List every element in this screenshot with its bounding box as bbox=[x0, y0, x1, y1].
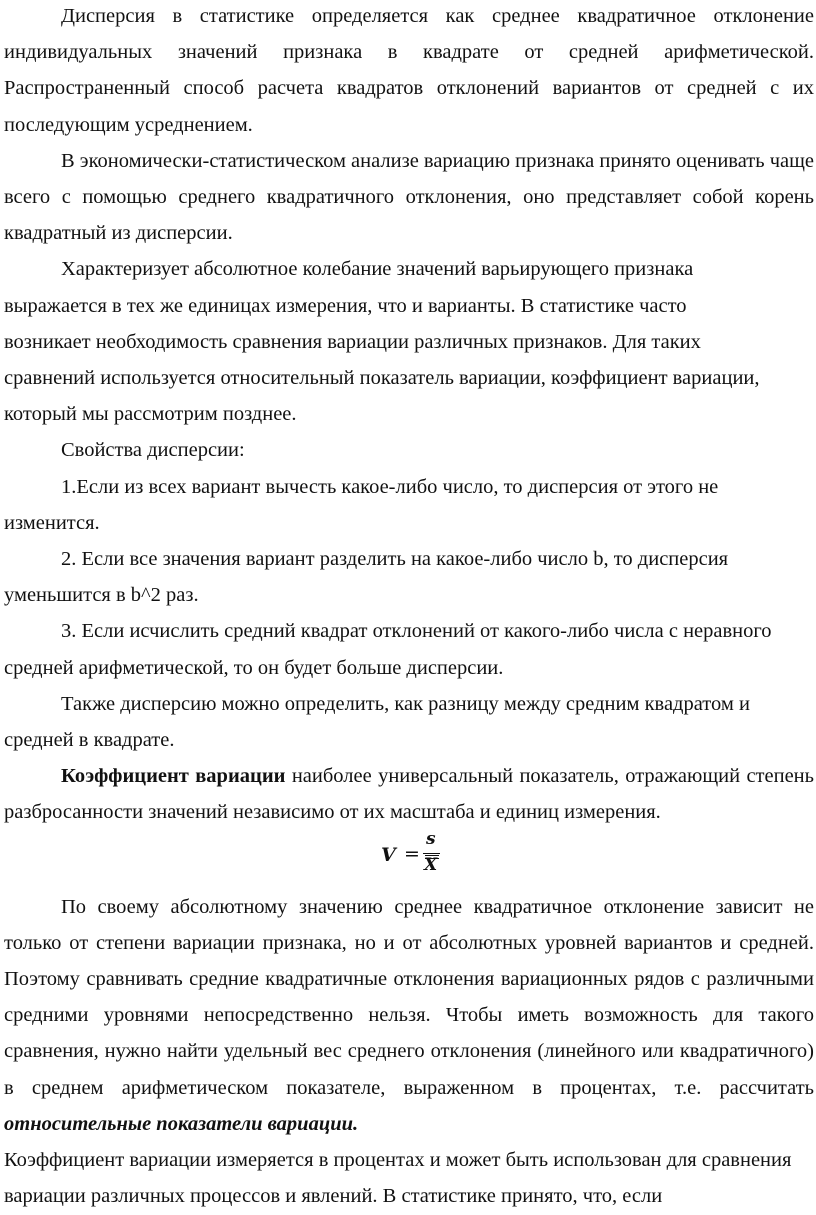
paragraph-dispersion-definition: Дисперсия в статистике определяется как среднее квадратичное отклонение индивидуальных значений признака в квадрате от средней арифметической. Распространенный способ расчета квадратов отклонений вариантов от средней с их последующим усреднением. bbox=[4, 5, 814, 136]
formula-lhs: V bbox=[381, 843, 396, 866]
formula-denominator: X bbox=[424, 854, 438, 875]
list-item-property-3: 3. Если исчислить средний квадрат отклонений от какого-либо числа с неравного средней арифметической, то он будет больше дисперсии. bbox=[4, 620, 772, 679]
list-item-property-2: 2. Если все значения вариант разделить на какое-либо число b, то дисперсия уменьшится в b^2 раз. bbox=[4, 548, 729, 607]
formula-equals: = bbox=[404, 842, 420, 865]
paragraph-alternative-definition: Также дисперсию можно определить, как разницу между средним квадратом и средней в квадрате. bbox=[4, 692, 750, 752]
paragraph-std-deviation: В экономически-статистическом анализе вариацию признака принято оценивать чаще всего с помощью среднего квадратичного отклонения, оно представляет собой корень квадратный из дисперсии. bbox=[4, 149, 814, 245]
term-coefficient-of-variation: Коэффициент вариации bbox=[61, 765, 286, 788]
paragraph-relative-indicators bbox=[4, 889, 814, 1142]
formula-coefficient-of-variation bbox=[4, 828, 814, 889]
paragraph-absolute-variation: Характеризует абсолютное колебание значений варьирующего признака выражается в тех же единицах измерения, что и варианты. В статистике часто возникает необходимость сравнения вариации различных признаков. Для таких сравнений используется относительный показатель вариации, коэффициент вариации, который мы рассмотрим позднее. bbox=[4, 258, 760, 426]
paragraph-properties-heading: Свойства дисперсии: bbox=[61, 439, 245, 462]
term-relative-indicators: относительные показатели вариации. bbox=[4, 1112, 359, 1135]
list-item-property-1: 1.Если из всех вариант вычесть какое-либо число, то дисперсия от этого не изменится. bbox=[4, 475, 719, 534]
paragraph-relative-text: По своему абсолютному значению среднее квадратичное отклонение зависит не только от степени вариации признака, но и от абсолютных уровней вариантов и средней. Поэтому сравнивать средние квадратичные отклонения вариационных рядов с различными средними уровнями непосредственно нельзя. Чтобы иметь возможность для такого сравнения, нужно найти удельный вес среднего отклонения (линейного или квадратичного) в среднем арифметическом показателе, выраженном в процентах, т.е. рассчитать bbox=[4, 895, 814, 1099]
paragraph-coefficient-text: наиболее универсальный показатель, отражающий степень разбросанности значений независимо от их масштаба и единиц измерения. bbox=[4, 765, 814, 824]
paragraph-coefficient-of-variation bbox=[4, 758, 814, 830]
paragraph-coefficient-percent: Коэффициент вариации измеряется в процентах и может быть использован для сравнения вариации различных процессов и явлений. В статистике принято, что, если bbox=[4, 1149, 792, 1208]
formula-numerator: s bbox=[426, 828, 436, 849]
